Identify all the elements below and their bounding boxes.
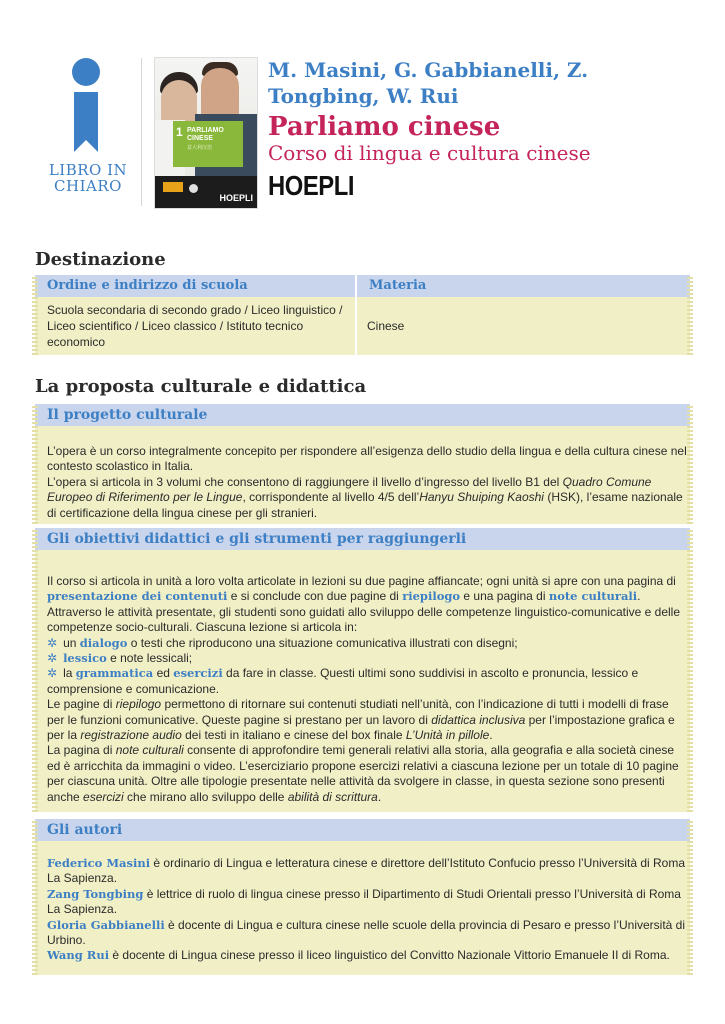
highlight-term: riepilogo: [402, 589, 461, 604]
book-subtitle: Corso di lingua e cultura cinese: [268, 141, 591, 165]
asterisk-bullet-icon: ✲: [47, 651, 58, 666]
bookmark-icon: [74, 92, 98, 152]
author-name: Gloria Gabbianelli: [47, 917, 165, 932]
table-cell-ordine: Scuola secondaria di secondo grado / Liceo linguistico / Liceo scientifico / Liceo classico / Istituto tecnico economico: [35, 297, 355, 355]
list-item: ✲ lessico e note lessicali;: [47, 651, 193, 666]
highlight-term: presentazione dei contenuti: [47, 589, 228, 604]
author-entry: Federico Masini è ordinario di Lingua e letteratura cinese e direttore dell’Istituto Confucio presso l’Università di Roma La Sapienza.: [47, 856, 686, 886]
highlight-term: note culturali: [548, 589, 638, 604]
panel-autori: [35, 819, 690, 975]
progetto-text: L’opera è un corso integralmente concepito per rispondere all’esigenza dello studio della lingua e della cultura cinese nel contesto scolastico in Italia. L’opera si articola in 3 volumi che consentono di raggiungere il livello d’ingresso del livello B1 del Quadro Comune Europeo di Riferimento per le Lingue, corrispondente al livello 4/5 dell’Hanyu Shuiping Kaoshi (HSK), l’esame nazionale di certificazione della lingua cinese per gli stranieri.: [47, 444, 687, 520]
author-name: Federico Masini: [47, 856, 151, 870]
obiettivi-text: Il corso si articola in unità a loro volta articolate in lezioni su due pagine affiancate; ogni unità si apre con una pagina di presentazione dei contenuti e si conclude con due pagine di riepilogo e una pagina di note culturali. Attraverso le attività presentate, gli studenti sono guidati allo sviluppo delle competenze linguistico-comunicative e delle competenze socio-culturali. Ciascuna lezione si articola in: ✲ un dialogo o testi che riproducono una situazione comunicativa illustrati con disegni; ✲ lessico e note lessicali; ✲ la grammatica ed esercizi da fare in classe. Questi ultimi sono suddivisi in ascolto e pronuncia, lessico e comprensione e comunicazione. Le pagine di riepilogo permettono di ritornare sui contenuti studiati nell’unità, con l’indicazione di tutti i modelli di frase per le funzioni comunicative. Queste pagine si prestano per un lavoro di didattica inclusiva per l’impostazione grafica e per la registrazione audio dei testi in italiano e cinese del box finale L’Unità in pillole. La pagina di note culturali consente di approfondire temi generali relativi alla storia, alla geografia e alla società cinese ed è arricchita da immagini o video. L’eserciziario propone esercizi relativi a ciascuna lezione per un totale di 10 pagine per ciascuna unità. Oltre alle tipologie presentate nelle attività da svolgere in classe, in questa sezione sono presenti anche esercizi che mirano allo sviluppo delle abilità di scrittura.: [47, 574, 687, 805]
table-cell-materia: Cinese: [357, 297, 690, 355]
section-heading-destinazione: Destinazione: [35, 249, 166, 270]
author-entry: Gloria Gabbianelli è docente di Lingua e cultura cinese nelle scuole della provincia di Pesaro e presso l’Università di Urbino.: [47, 917, 686, 948]
book-cover: 1 PARLIAMO CINESE 意大利汉语 HOEPLI: [155, 58, 257, 208]
asterisk-bullet-icon: ✲: [47, 666, 58, 681]
disc-icon: [189, 184, 198, 193]
list-item: ✲ un dialogo o testi che riproducono una situazione comunicativa illustrati con disegni;: [47, 635, 518, 650]
libro-in-chiaro-logo: [38, 58, 138, 208]
destinazione-table: [35, 275, 690, 355]
list-item: ✲ la grammatica ed esercizi da fare in classe. Questi ultimi sono suddivisi in ascolto e pronuncia, lessico e comprensione e comunicazione.: [47, 666, 639, 696]
publisher-name: HOEPLI: [268, 170, 355, 201]
author-name: Wang Rui: [47, 948, 110, 963]
section-heading-proposta: La proposta culturale e didattica: [35, 376, 367, 397]
logo-dot: [72, 58, 100, 86]
panel-obiettivi-didattici: [35, 528, 690, 812]
asterisk-bullet-icon: ✲: [47, 635, 58, 650]
cover-title-block: 1 PARLIAMO CINESE 意大利汉语: [173, 121, 243, 167]
book-authors: M. Masini, G. Gabbianelli, Z. Tongbing, W. Rui: [268, 58, 589, 108]
table-header-materia: Materia: [357, 275, 690, 297]
table-header-ordine: Ordine e indirizzo di scuola: [35, 275, 355, 297]
logo-text: LIBRO IN CHIARO: [48, 161, 128, 195]
panel-header: Gli autori: [35, 819, 690, 841]
author-entry: Zang Tongbing è lettrice di ruolo di lingua cinese presso il Dipartimento di Studi Orientali presso l’Università di Roma La Sapienza.: [47, 886, 681, 917]
author-name: Zang Tongbing: [47, 886, 144, 901]
book-title: Parliamo cinese: [268, 112, 501, 142]
panel-header: Gli obiettivi didattici e gli strumenti per raggiungerli: [35, 528, 690, 550]
autori-text: [47, 856, 687, 964]
panel-progetto-culturale: [35, 404, 690, 524]
panel-header: Il progetto culturale: [35, 404, 690, 426]
author-entry: Wang Rui è docente di Lingua cinese presso il liceo linguistico del Convitto Nazionale Vittorio Emanuele II di Roma.: [47, 948, 670, 963]
header-divider: [141, 58, 142, 206]
